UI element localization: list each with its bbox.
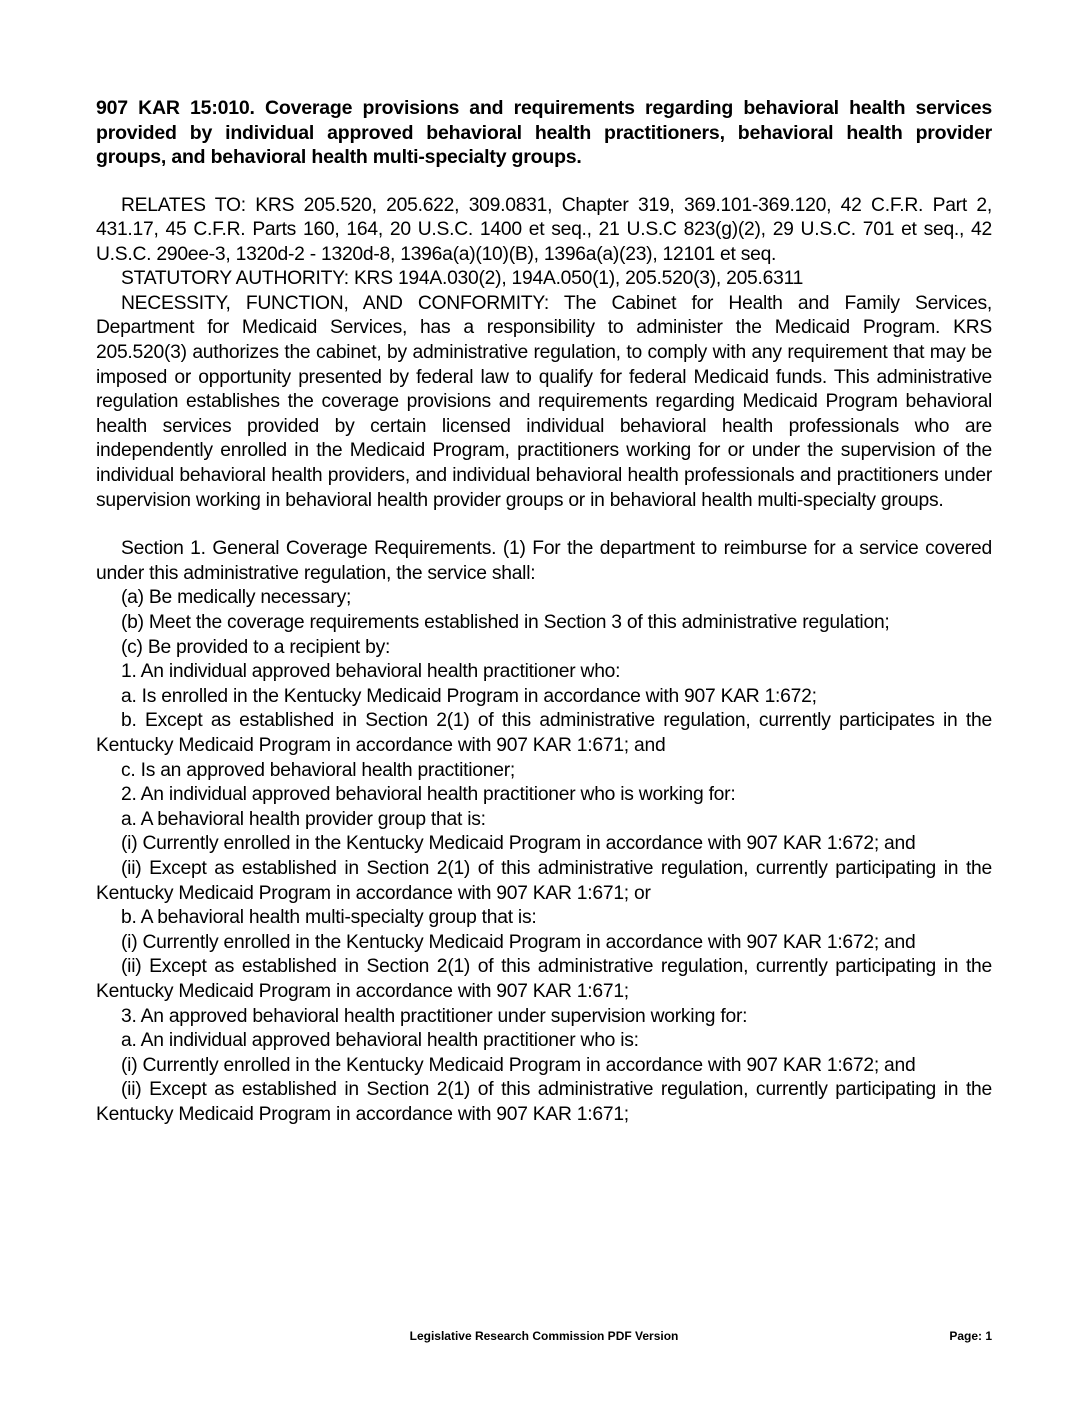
section-paragraph: a. An individual approved behavioral health practitioner who is:	[121, 1030, 639, 1052]
spacer	[96, 513, 992, 537]
section-paragraph: (ii) Except as established in Section 2(1) of this administrative regulation, currently participating in the Kentucky Medicaid Program in accordance with 907 KAR 1:671; or	[96, 857, 992, 904]
footer-source-label: Legislative Research Commission PDF Version	[409, 1329, 679, 1343]
section-paragraph: a. A behavioral health provider group that is:	[121, 808, 486, 830]
section-paragraph: (i) Currently enrolled in the Kentucky Medicaid Program in accordance with 907 KAR 1:672; and	[121, 931, 916, 953]
section-paragraph: b. A behavioral health multi-specialty group that is:	[121, 907, 537, 929]
page-number: Page: 1	[949, 1329, 992, 1343]
section-paragraph: b. Except as established in Section 2(1) of this administrative regulation, currently participates in the Kentucky Medicaid Program in accordance with 907 KAR 1:671; and	[96, 710, 992, 756]
section-paragraph: 3. An approved behavioral health practitioner under supervision working for:	[121, 1005, 748, 1027]
section-paragraph: (i) Currently enrolled in the Kentucky Medicaid Program in accordance with 907 KAR 1:672; and	[121, 833, 916, 855]
section-paragraph: c. Is an approved behavioral health practitioner;	[121, 759, 515, 781]
section-paragraph: (a) Be medically necessary;	[121, 587, 352, 609]
section-paragraph: 2. An individual approved behavioral health practitioner who is working for:	[121, 784, 736, 806]
section-paragraph: (ii) Except as established in Section 2(1) of this administrative regulation, currently participating in the Kentucky Medicaid Program in accordance with 907 KAR 1:671;	[96, 956, 992, 1002]
section-paragraph: (c) Be provided to a recipient by:	[121, 636, 391, 658]
necessity-paragraph: NECESSITY, FUNCTION, AND CONFORMITY: The Cabinet for Health and Family Services, Department for Medicaid Services, has a responsibility to administer the Medicaid Program. KRS 205.520(3) authorizes the cabinet, by administrative regulation, to comply with any requirement that may be imposed or opportunity presented by federal law to qualify for federal Medicaid funds. This administrative regulation establishes the coverage provisions and requirements regarding Medicaid Program behavioral health services provided by certain licensed individual behavioral health professionals who are independently enrolled in the Medicaid Program, practitioners working for or under the supervision of the individual behavioral health providers, and individual behavioral health professionals and practitioners under supervision working in behavioral health provider groups or in behavioral health multi-specialty groups.	[96, 292, 992, 511]
section-paragraph: (b) Meet the coverage requirements established in Section 3 of this administrative regulation;	[121, 612, 890, 633]
section-paragraph: (i) Currently enrolled in the Kentucky Medicaid Program in accordance with 907 KAR 1:672; and	[121, 1054, 916, 1076]
relates-to-paragraph: RELATES TO: KRS 205.520, 205.622, 309.0831, Chapter 319, 369.101-369.120, 42 C.F.R. Part 2, 431.17, 45 C.F.R. Parts 160, 164, 20 U.S.C. 1400 et seq., 21 U.S.C 823(g)(2), 29 U.S.C. 701 et seq., 42 U.S.C. 290ee-3, 1320d-2 - 1320d-8, 1396a(a)(10)(B), 1396a(a)(23), 12101 et seq.	[96, 194, 992, 265]
page-footer	[96, 1329, 992, 1345]
spacer	[96, 170, 992, 194]
section-1-heading: Section 1. General Coverage Requirements. (1) For the department to reimburse for a service covered under this administrative regulation, the service shall:	[96, 538, 992, 584]
regulation-title: 907 KAR 15:010. Coverage provisions and requirements regarding behavioral health services provided by individual approved behavioral health practitioners, behavioral health provider groups, and behavioral health multi-specialty groups.	[96, 97, 992, 168]
section-paragraph: (ii) Except as established in Section 2(1) of this administrative regulation, currently participating in the Kentucky Medicaid Program in accordance with 907 KAR 1:671;	[96, 1079, 992, 1125]
section-paragraph: 1. An individual approved behavioral health practitioner who:	[121, 661, 621, 683]
statutory-authority-paragraph: STATUTORY AUTHORITY: KRS 194A.030(2), 194A.050(1), 205.520(3), 205.6311	[121, 268, 804, 290]
document-body	[96, 96, 992, 1127]
section-paragraph: a. Is enrolled in the Kentucky Medicaid Program in accordance with 907 KAR 1:672;	[121, 685, 817, 707]
